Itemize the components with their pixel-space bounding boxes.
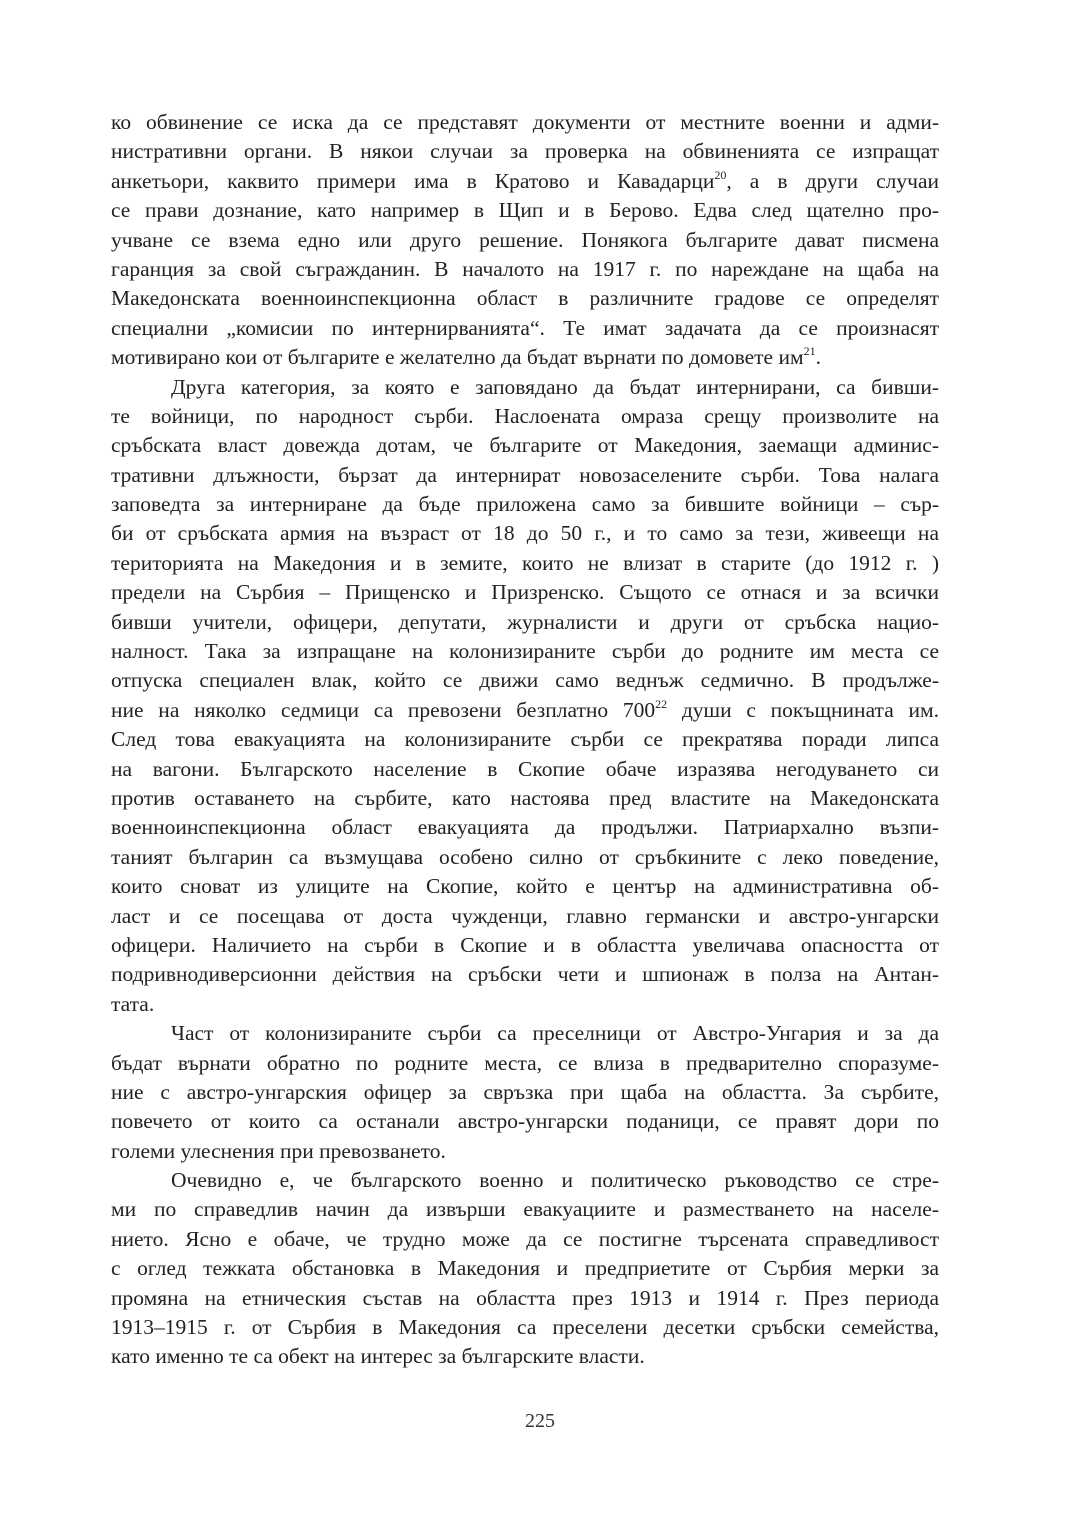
paragraph: [111, 1166, 939, 1372]
text-line: големи улеснения при превозването.: [111, 1138, 446, 1163]
text-line: като именно те са обект на интерес за българските власти.: [111, 1344, 645, 1369]
text-line: ние с австро-унгарския офицер за свръзка при щаба на областта. За сърбите,: [111, 1079, 939, 1104]
text-line: военноинспекционна област евакуацията да продължи. Патриархално възпи-: [111, 815, 939, 840]
footnote-ref: 20: [714, 167, 727, 182]
text-line: тата.: [111, 991, 155, 1016]
text-line: промяна на етническия състав на областта през 1913 и 1914 г. През периода: [111, 1285, 939, 1310]
footnote-ref: 21: [803, 343, 816, 358]
text-line: ко обвинение се иска да се представят документи от местните военни и адми-: [111, 110, 939, 134]
text-line: на вагони. Българското население в Скопие обаче изразява негодуването си: [111, 756, 939, 781]
page-number: 225: [525, 1410, 555, 1432]
page-body: [111, 108, 939, 1372]
footnote-ref: 22: [655, 696, 668, 711]
text-line: би от сръбската армия на възраст от 18 до 50 г., и то само за тези, живеещи на: [111, 521, 939, 546]
text-line: мотивирано кои от българите е желателно да бъдат върнати по домовете им$^{21}$.: [111, 343, 821, 370]
text-line: ние на няколко седмици са превозени безплатно 700$^{22}$ души с покъщнината им.: [111, 696, 939, 722]
text-line: офицери. Наличието на сърби в Скопие и в областта увеличава опасността от: [111, 932, 939, 957]
text-line: Друга категория, за която е заповядано да бъдат интернирани, са бивши-: [171, 374, 939, 399]
paragraph: [111, 373, 939, 1020]
text-line: Македонската военноинспекционна област в различните градове се определят: [111, 286, 939, 311]
text-line: те войници, по народност сърби. Наслоената омраза срещу произволите на: [111, 403, 939, 428]
text-line: ласт и се посещава от доста чужденци, главно германски и австро-унгарски: [111, 903, 939, 928]
text-line: налност. Така за изпращане на колонизираните сърби до родните им места се: [111, 639, 939, 664]
text-line: ми по справедлив начин да извърши евакуациите и разместването на населе-: [111, 1197, 939, 1222]
text-line: гаранция за свой съгражданин. В началото на 1917 г. по нареждане на щаба на: [111, 256, 939, 281]
text-line: които сноват из улиците на Скопие, който е център на административна об-: [111, 874, 939, 899]
text-line: територията на Македония и в земите, които не влизат в старите (до 1912 г. ): [111, 550, 939, 575]
text-line: повечето от които са останали австро-унгарски поданици, се правят дори по: [111, 1109, 939, 1134]
text-line: Очевидно е, че българското военно и политическо ръководство се стре-: [171, 1168, 939, 1193]
text-line: тративни длъжности, бързат да интернират новозаселените сърби. Това налага: [111, 462, 939, 487]
text-line: против оставането на сърбите, като настоява пред властите на Македонската: [111, 785, 939, 810]
text-line: предели на Сърбия – Прищенско и Призренско. Същото се отнася и за всички: [111, 580, 939, 605]
text-line: 1913–1915 г. от Сърбия в Македония са преселени десетки сръбски семейства,: [111, 1315, 939, 1340]
text-line: нието. Ясно е обаче, че трудно може да се постигне търсената справедливост: [111, 1226, 939, 1251]
text-line: специални „комисии по интернирванията“. Те имат задачата да се произнасят: [111, 315, 939, 340]
text-line: заповедта за интерниране да бъде приложена само за бившите войници – сър-: [111, 492, 939, 517]
text-line: се прави дознание, като например в Щип и в Берово. Едва след щателно про-: [111, 198, 939, 223]
text-line: нистративни органи. В някои случаи за проверка на обвиненията се изпращат: [111, 139, 939, 164]
text-line: След това евакуацията на колонизираните сърби се прекратява поради липса: [111, 727, 939, 752]
text-line: подривнодиверсионни действия на сръбски чети и шпионаж в полза на Антан-: [111, 962, 939, 987]
text-line: бъдат върнати обратно по родните места, се влиза в предварително споразуме-: [111, 1050, 939, 1075]
text-line: анкетьори, каквито примери има в Кратово и Кавадарци$^{20}$, а в други случаи: [111, 167, 939, 193]
text-line: таният българин са възмущава особено силно от сръбкините с леко поведение,: [111, 844, 939, 869]
paragraph: [111, 1019, 939, 1166]
text-line: сръбската власт довежда дотам, че българите от Македония, заемащи админис-: [111, 433, 939, 458]
text-line: с оглед тежката обстановка в Македония и предприетите от Сърбия мерки за: [111, 1256, 939, 1281]
text-line: отпуска специален влак, който се движи само веднъж седмично. В продълже-: [111, 668, 939, 693]
paragraph: [111, 108, 939, 373]
text-line: бивши учители, офицери, депутати, журналисти и други от сръбска нацио-: [111, 609, 939, 634]
text-line: учване се взема едно или друго решение. Понякога българите дават писмена: [111, 227, 939, 252]
text-line: Част от колонизираните сърби са преселници от Австро-Унгария и за да: [171, 1021, 939, 1046]
